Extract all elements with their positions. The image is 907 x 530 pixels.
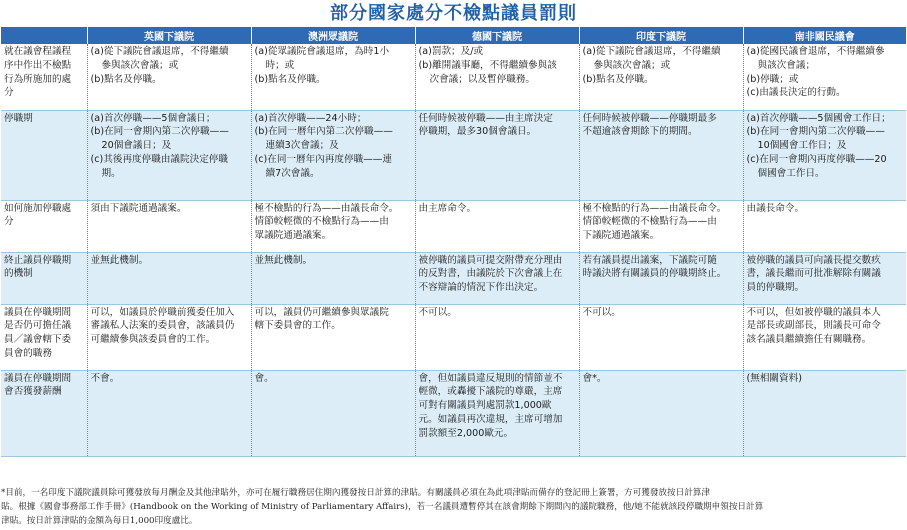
cell-uk [87, 252, 251, 304]
cell-india [579, 252, 743, 304]
cell-line: (c)其後再度停職由議院決定停職 [90, 153, 228, 165]
cell-india [579, 370, 743, 456]
cell-india [579, 200, 743, 252]
cell-germany [415, 370, 579, 456]
cell-line: 情節較輕微的不檢點行為——由 [582, 216, 717, 228]
cell-line: 極不檢點的行為——由議長命令。 [254, 202, 399, 214]
row-label-line: 是否仍可擔任議 [4, 320, 72, 332]
cell-line: 不可以。 [582, 306, 621, 318]
penalty-table [1, 27, 906, 457]
row-label-line: 行為所施加的處 [4, 73, 72, 85]
header-south-africa: 南非國民議會 [743, 27, 906, 44]
cell-line: 任何時候被停職——由主席決定 [418, 112, 553, 124]
cell-line: (c)在同一會期內再度停職——20 [746, 153, 887, 165]
header-uk: 英國下議院 [87, 27, 251, 44]
row-label-line: 就在議會程議程 [4, 46, 72, 57]
cell-line: (c)在同一曆年內再度停職——連 [254, 153, 392, 165]
cell-line: 須由下議院通過議案。 [90, 202, 187, 214]
cell-line: 員的停職期。 [746, 282, 805, 294]
cell-line: 下議院通過議案。 [582, 230, 660, 242]
cell-line: 不超逾該會期餘下的期間。 [582, 126, 698, 138]
row-label [1, 370, 87, 456]
table-header-row [1, 27, 906, 44]
cell-south-africa [743, 44, 906, 110]
cell-line: 罰款額至2,000歐元。 [418, 427, 514, 439]
cell-line: 20個會議日；及 [101, 140, 172, 152]
cell-line: 任何時候被停職——停職期最多 [582, 112, 717, 124]
cell-line: (b)點名及停職。 [254, 73, 326, 85]
cell-line: 參與該次會議；或 [593, 59, 671, 71]
cell-line: 極不檢點的行為——由議長命令。 [582, 202, 727, 214]
cell-line: (a)首次停職——5個國會工作日； [746, 112, 891, 124]
row-label-line: 的機制 [4, 268, 33, 280]
cell-uk [87, 304, 251, 370]
row-label-line: 序中作出不檢點 [4, 59, 72, 71]
table-row [1, 252, 906, 304]
cell-line: 眾議院通過議案。 [254, 230, 332, 242]
cell-india [579, 44, 743, 110]
cell-australia [251, 252, 415, 304]
cell-line: 10個國會工作日；及 [757, 140, 847, 152]
cell-south-africa [743, 200, 906, 252]
cell-germany [415, 304, 579, 370]
cell-south-africa [743, 304, 906, 370]
cell-line: 連續3次會議；及 [265, 140, 339, 152]
cell-line: (b)點名及停職。 [582, 73, 654, 85]
cell-south-africa [743, 370, 906, 456]
row-label-line: 停職期 [4, 112, 33, 124]
table-row [1, 44, 906, 110]
cell-line: (a)從下議院會議退席，不得繼續 [582, 46, 721, 57]
cell-line: 被停職的議員可提交附帶充分理由 [418, 254, 563, 266]
cell-line: 可對有關議員判處罰款1,000歐 [418, 400, 552, 412]
footnote-line: 津貼。按日計算津貼的金額為每日1,000印度盧比。 [1, 516, 198, 526]
row-label-line: 分 [4, 87, 14, 99]
cell-line: 由主席命令。 [418, 202, 477, 214]
cell-germany [415, 110, 579, 200]
cell-line: 輕微，或轟擾下議院的尊嚴，主席 [418, 386, 563, 398]
cell-line: (a)首次停職——24小時； [254, 112, 367, 124]
cell-line: 該名議員繼續擔任有關職務。 [746, 334, 872, 346]
row-label-line: 如何施加停職處 [4, 202, 72, 214]
cell-line: (b)離開議事廳，不得繼續參與該 [418, 59, 557, 71]
cell-line: 不可以。 [418, 306, 457, 318]
cell-line: (b)停職；或 [746, 73, 799, 85]
cell-line: 期。 [101, 167, 121, 179]
cell-line: (a)罰款；及/或 [418, 46, 484, 57]
row-label-line: 議員在停職期間 [4, 372, 72, 384]
cell-line: 次會議；以及暫停職務。 [429, 73, 536, 85]
cell-line: 並無此機制。 [90, 254, 149, 266]
row-label-line: 員會的職務 [4, 347, 52, 359]
cell-line: (b)在同一會期內第二次停職—— [90, 126, 229, 138]
cell-uk [87, 200, 251, 252]
table-row [1, 200, 906, 252]
row-label [1, 252, 87, 304]
cell-line: 可以，如議員於停職前獲委任加入 [90, 306, 235, 318]
cell-uk [87, 44, 251, 110]
row-label-line: 會否獲發薪酬 [4, 386, 62, 398]
cell-uk [87, 370, 251, 456]
cell-line: 不容辯論的情況下作出決定。 [418, 282, 544, 294]
table-row [1, 304, 906, 370]
cell-australia [251, 44, 415, 110]
cell-line: 情節較輕微的不檢點行為——由 [254, 216, 389, 228]
cell-line: (c)由議長決定的行動。 [746, 87, 846, 99]
cell-line: 時；或 [265, 59, 295, 71]
table-row [1, 110, 906, 200]
cell-australia [251, 370, 415, 456]
cell-line: (a)從眾議院會議退席，為時1小 [254, 46, 390, 57]
cell-line: (b)點名及停職。 [90, 73, 162, 85]
cell-germany [415, 200, 579, 252]
table-row [1, 370, 906, 456]
cell-south-africa [743, 252, 906, 304]
page-title: 部分國家處分不檢點議員罰則 [330, 3, 577, 24]
header-corner [1, 27, 87, 44]
row-label-line: 議員在停職期間 [4, 306, 72, 318]
row-label [1, 304, 87, 370]
cell-line: 停職期，最多30個會議日。 [418, 126, 537, 138]
cell-line: 轄下委員會的工作。 [254, 320, 341, 332]
cell-line: 不可以，但如被停職的議員本人 [746, 306, 881, 318]
footnote-line: *目前，一名印度下議院議員除可獲發放每月酬金及其他津貼外，亦可在履行職務居住期內獲發按日計算的津貼。有關議員必須在為此項津貼而備存的登記冊上簽署，方可獲發放按日計算津 [1, 488, 710, 498]
row-label [1, 200, 87, 252]
cell-india [579, 304, 743, 370]
cell-line: (b)在同一曆年內第二次停職—— [254, 126, 393, 138]
cell-line: 時議決將有關議員的停職期終止。 [582, 268, 727, 280]
cell-line: 並無此機制。 [254, 254, 313, 266]
cell-line: (b)在同一會期內第二次停職—— [746, 126, 885, 138]
cell-line: 續7次會議。 [265, 167, 320, 179]
cell-line: 會*。 [582, 372, 607, 384]
row-label-line: 終止議員停職期 [4, 254, 72, 266]
cell-line: 若有議員提出議案，下議院可隨 [582, 254, 717, 266]
row-label-line: 員／議會轄下委 [4, 334, 72, 346]
cell-line: (a)從下議院會議退席，不得繼續 [90, 46, 229, 57]
cell-line: 可繼續參與該委員會的工作。 [90, 334, 216, 346]
header-australia: 澳洲眾議院 [251, 27, 415, 44]
header-germany: 德國下議院 [415, 27, 579, 44]
cell-germany [415, 252, 579, 304]
cell-line: 個國會工作日。 [757, 167, 825, 179]
cell-uk [87, 110, 251, 200]
footnote [1, 486, 904, 528]
cell-south-africa [743, 110, 906, 200]
cell-australia [251, 110, 415, 200]
header-india: 印度下議院 [579, 27, 743, 44]
cell-line: 與該次會議； [757, 59, 816, 71]
cell-line: (a)從國民議會退席，不得繼續參 [746, 46, 885, 57]
cell-line: (a)首次停職——5個會議日； [90, 112, 216, 124]
cell-australia [251, 200, 415, 252]
cell-line: 會。 [254, 372, 274, 384]
cell-line: 可以，議員仍可繼續參與眾議院 [254, 306, 389, 318]
cell-line: 會，但如議員違反規則的情節並不 [418, 372, 563, 384]
footnote-line: 貼。根據《國會事務部工作手冊》(Handbook on the Working of Ministry of Parliamentary Affairs)，若一名議員遭暫停其在該會期餘下期間內的議院職務，他/她不能就該段停職期申領按日計算 [1, 502, 764, 512]
cell-line: (無相關資料) [746, 372, 802, 384]
row-label-line: 分 [4, 216, 14, 228]
row-label [1, 110, 87, 200]
cell-line: 元。如議員再次違規，主席可增加 [418, 413, 563, 425]
cell-line: 不會。 [90, 372, 120, 384]
cell-line: 參與該次會議；或 [101, 59, 179, 71]
cell-india [579, 110, 743, 200]
cell-line: 的反對書，由議院於下次會議上在 [418, 268, 563, 280]
cell-germany [415, 44, 579, 110]
cell-australia [251, 304, 415, 370]
cell-line: 由議長命令。 [746, 202, 805, 214]
cell-line: 是部長或副部長，則議長可命令 [746, 320, 881, 332]
row-label [1, 44, 87, 110]
cell-line: 審議私人法案的委員會，該議員仍 [90, 320, 235, 332]
cell-line: 被停職的議員可向議長提交數疚 [746, 254, 881, 266]
cell-line: 書，議長繼而可批准解除有關議 [746, 268, 881, 280]
